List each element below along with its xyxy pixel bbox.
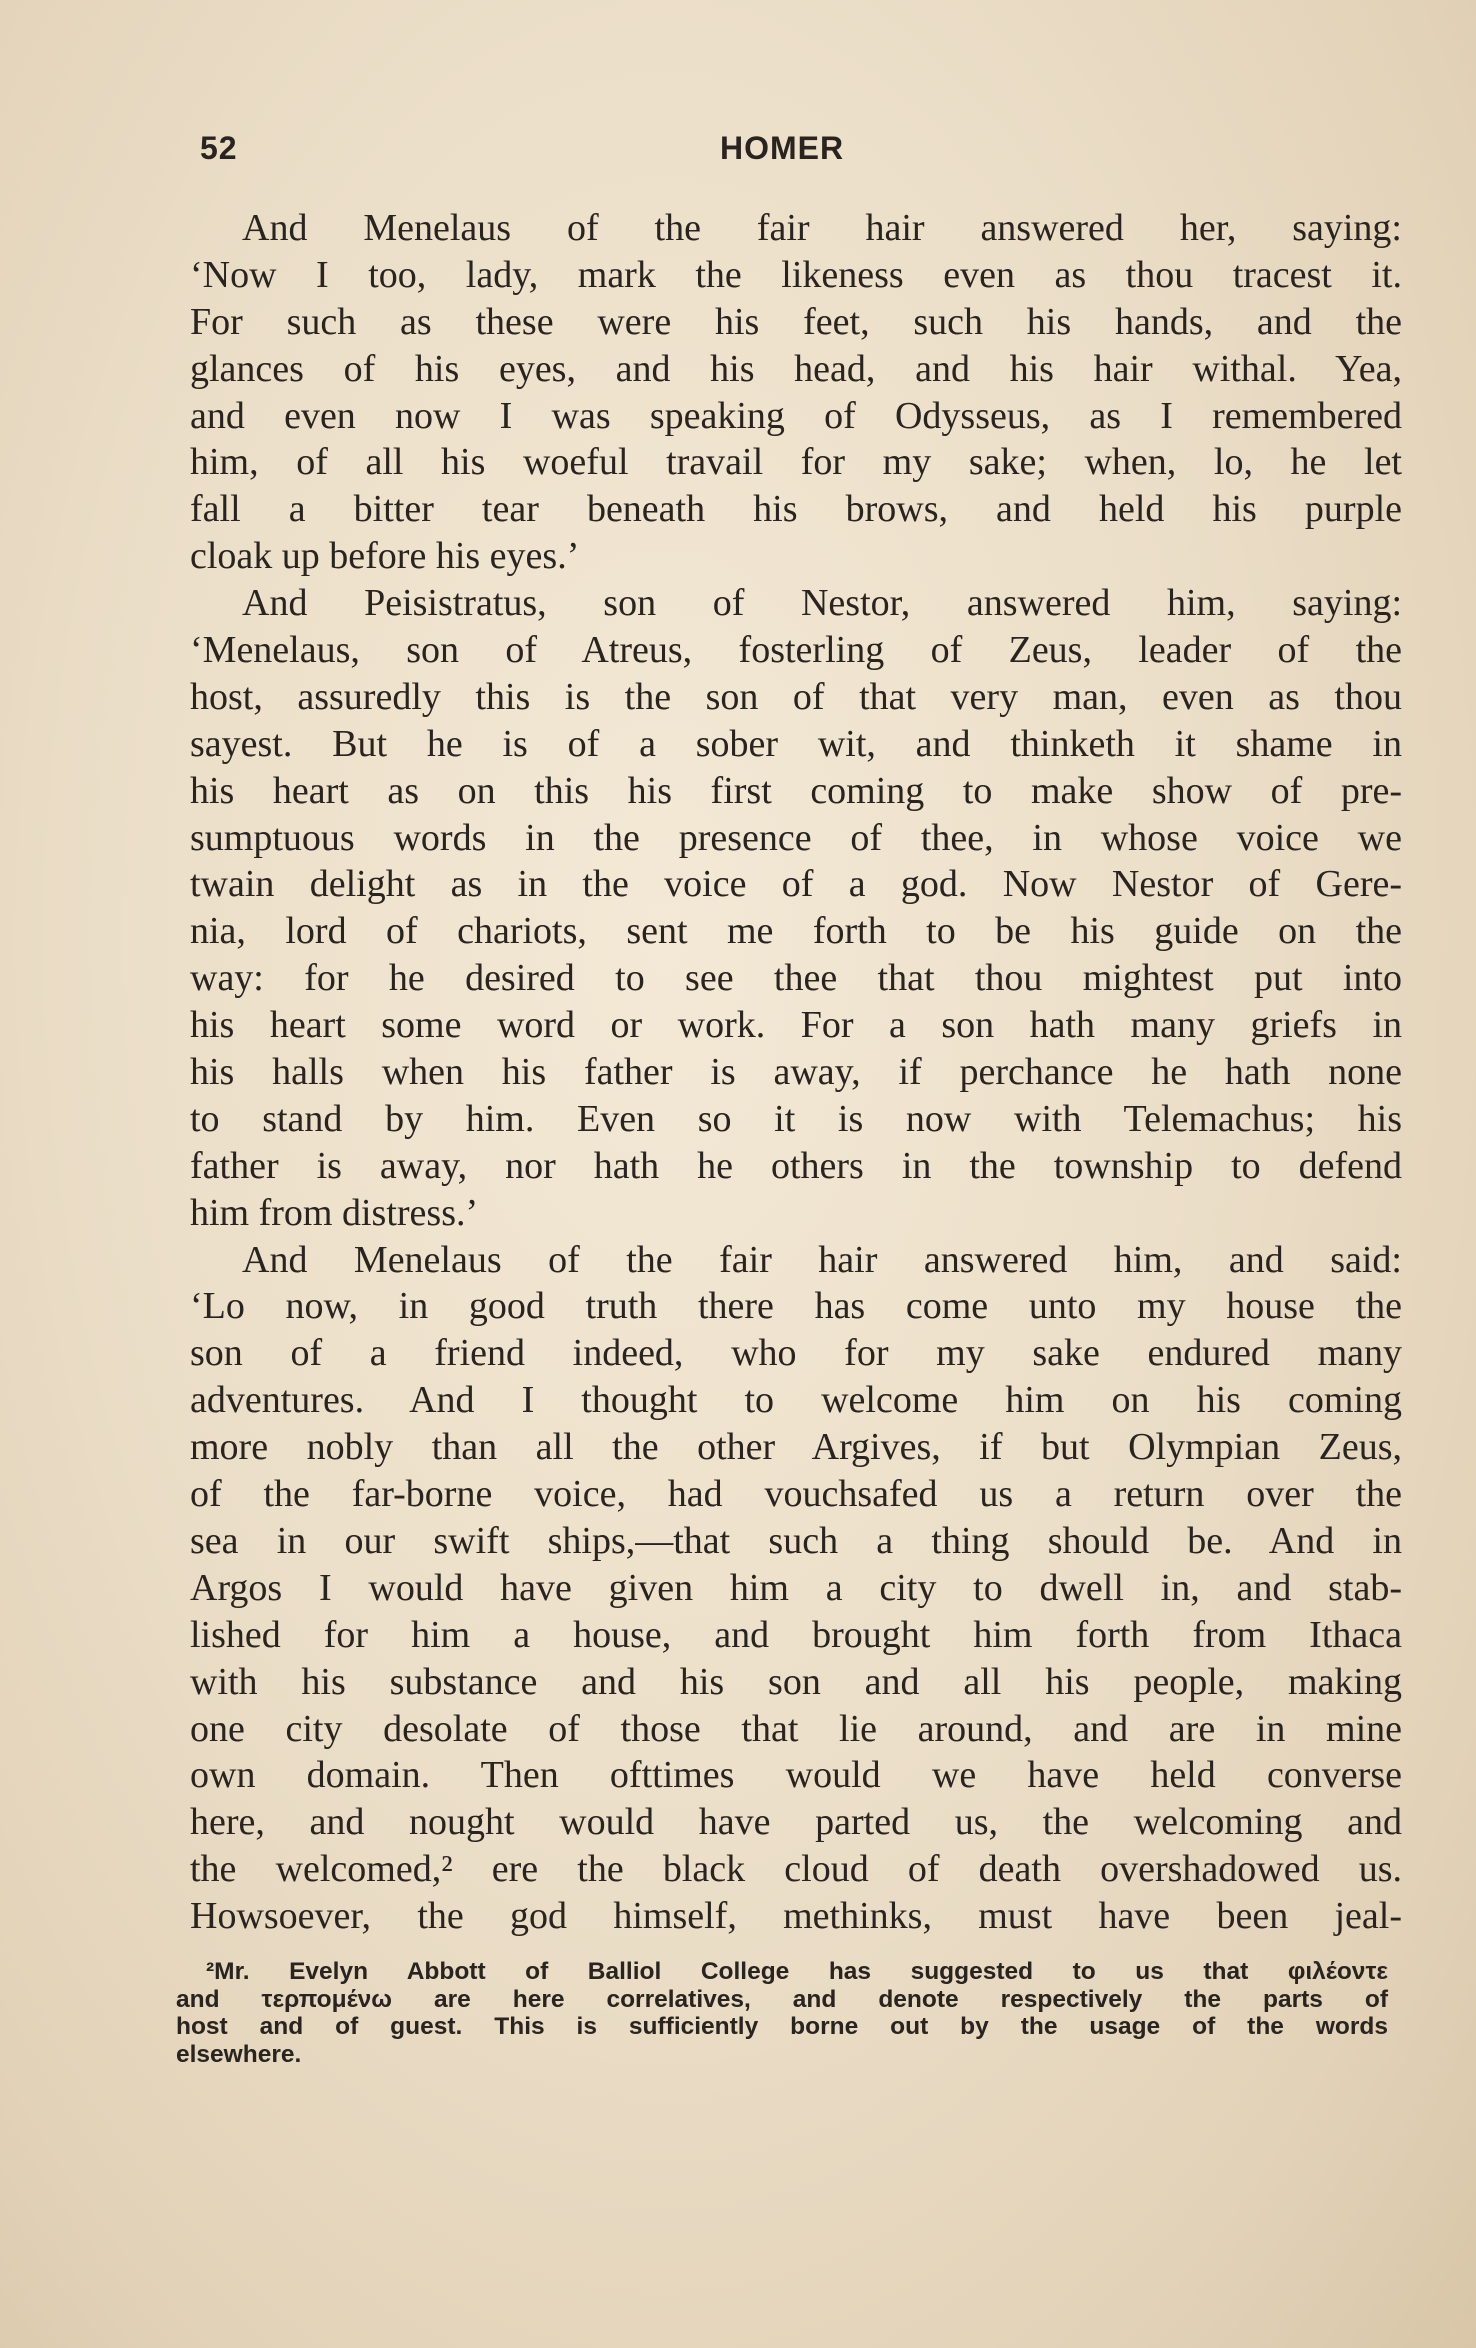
text-line: ‘Now I too, lady, mark the likeness even as thou tracest it. [190,253,1402,296]
text-line: his heart some word or work. For a son hath many griefs in [190,1004,1402,1047]
text-line: twain delight as in the voice of a god. Now Nestor of Gere- [190,863,1402,906]
text-line: to stand by him. Even so it is now with Telemachus; his [190,1097,1402,1140]
text-line: more nobly than all the other Argives, if but Olympian Zeus, [190,1426,1402,1469]
text-line: host, assuredly this is the son of that very man, even as thou [190,675,1402,718]
footnote-line: and τερπομένω are here correlatives, and denote respectively the parts of [176,1985,1388,2013]
text-line: way: for he desired to see thee that thou mightest put into [190,957,1402,1000]
footnote-line: ²Mr. Evelyn Abbott of Balliol College has suggested to us that φιλέοντε [206,1958,1388,1985]
text-line: Argos I would have given him a city to dwell in, and stab- [190,1566,1402,1609]
text-line: adventures. And I thought to welcome him on his coming [190,1379,1402,1422]
footnote [176,1958,1388,2068]
text-line: glances of his eyes, and his head, and his hair withal. Yea, [190,347,1402,390]
text-line: sumptuous words in the presence of thee, in whose voice we [190,816,1402,859]
text-line: Howsoever, the god himself, methinks, must have been jeal- [190,1895,1402,1938]
text-line: his heart as on this his first coming to make show of pre- [190,769,1402,812]
text-line: nia, lord of chariots, sent me forth to be his guide on the [190,910,1402,953]
text-line: own domain. Then ofttimes would we have held converse [190,1754,1402,1797]
text-line: him from distress.’ [190,1191,479,1234]
text-line: the welcomed,² ere the black cloud of death overshadowed us. [190,1848,1402,1891]
text-line: his halls when his father is away, if perchance he hath none [190,1051,1402,1094]
text-line: father is away, nor hath he others in the township to defend [190,1144,1402,1187]
text-line: ‘Menelaus, son of Atreus, fosterling of Zeus, leader of the [190,629,1402,672]
text-line: cloak up before his eyes.’ [190,535,580,578]
page-title: HOMER [720,130,845,166]
text-line: and even now I was speaking of Odysseus, as I remembered [190,394,1402,437]
footnote-line: host and of guest. This is sufficiently borne out by the usage of the words [176,2013,1388,2040]
text-line: fall a bitter tear beneath his brows, and held his purple [190,488,1402,531]
text-line: And Menelaus of the fair hair answered him, and said: [242,1238,1402,1281]
text-line: For such as these were his feet, such his hands, and the [190,300,1402,343]
running-head [200,130,1380,180]
text-line: lished for him a house, and brought him forth from Ithaca [190,1613,1402,1656]
text-line: ‘Lo now, in good truth there has come unto my house the [190,1285,1402,1328]
footnote-line: elsewhere. [176,2040,302,2068]
text-line: here, and nought would have parted us, the welcoming and [190,1801,1402,1844]
text-line: him, of all his woeful travail for my sake; when, lo, he let [190,441,1402,484]
text-line: with his substance and his son and all his people, making [190,1660,1402,1703]
text-line: sea in our swift ships,—that such a thing should be. And in [190,1519,1402,1562]
page-number: 52 [200,130,238,166]
text-line: sayest. But he is of a sober wit, and thinketh it shame in [190,722,1402,765]
text-line: And Menelaus of the fair hair answered her, saying: [242,207,1402,249]
text-line: And Peisistratus, son of Nestor, answered him, saying: [242,582,1402,625]
text-line: one city desolate of those that lie around, and are in mine [190,1707,1402,1750]
body-text [190,205,1402,1940]
text-line: son of a friend indeed, who for my sake endured many [190,1332,1402,1375]
text-line: of the far-borne voice, had vouchsafed us a return over the [190,1473,1402,1516]
